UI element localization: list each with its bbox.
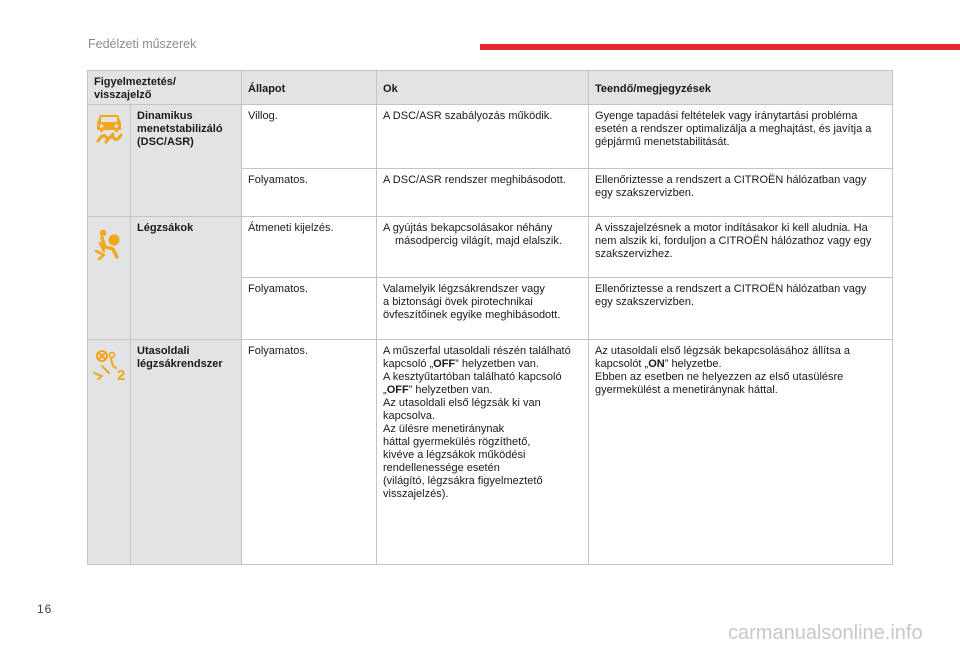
cause-line: a biztonsági övek pirotechnikai [383,296,533,308]
table-header-row [88,71,893,105]
passenger-airbag-off-icon [92,348,126,382]
cause-line: (világító, légzsákra figyelmeztető [383,475,543,487]
cause-line: háttal gyermekülés rögzíthető, [383,436,531,448]
table-row [88,105,893,169]
icon-number: 2 [117,367,126,382]
action-paragraph: Az utasoldali első légzsák bekapcsolásához állítsa a kapcsolót „ON” helyzetbe. [595,345,850,370]
cause-line: övfeszítőinek egyike meghibásodott. [383,309,561,321]
table-row [88,340,893,565]
cause-cell: A DSC/ASR szabályozás működik. [377,105,589,169]
action-cell: Gyenge tapadási feltételek vagy iránytartási probléma esetén a rendszer optimalizálja a meghajtást, és javítja a gépjármű menetstabilitását. [589,105,893,169]
cause-line: Valamelyik légzsákrendszer vagy [383,283,545,295]
header-accent-bar [480,44,960,50]
action-cell [589,340,893,565]
header-action: Teendő/megjegyzések [589,71,893,105]
airbag-icon [92,227,126,261]
table-row [88,217,893,278]
action-cell: Ellenőriztesse a rendszert a CITROËN hálózatban vagy egy szakszervizben. [589,278,893,340]
warning-lights-table [87,70,893,565]
cause-paragraph: A kesztyűtartóban található kapcsoló „OFF” helyzetben van. [383,371,562,396]
action-paragraph: Ebben az esetben ne helyezzen az első utasülésre gyermekülést a menetiránynak háttal. [595,371,844,396]
state-cell: Átmeneti kijelzés. [242,217,377,278]
indicator-icon-cell [88,105,131,217]
page-number: 16 [37,602,53,616]
header-cause: Ok [377,71,589,105]
indicator-name: Légzsákok [131,217,242,340]
state-cell: Folyamatos. [242,278,377,340]
action-cell: Ellenőriztesse a rendszert a CITROËN hálózatban vagy egy szakszervizben. [589,169,893,217]
cause-text: A DSC/ASR rendszer meghibásodott. [383,174,566,186]
state-cell: Folyamatos. [242,169,377,217]
cause-line: kivéve a légzsákok működési [383,449,526,461]
cause-paragraph: Az utasoldali első légzsák ki van kapcsolva. [383,397,541,422]
indicator-name: Dinamikus menetstabilizáló (DSC/ASR) [131,105,242,217]
watermark-text: carmanualsonline.info [728,622,923,644]
cause-line: visszajelzés). [383,488,449,500]
state-cell: Folyamatos. [242,340,377,565]
indicator-icon-cell [88,217,131,340]
cause-cell [377,169,589,217]
cause-cell [377,340,589,565]
action-cell: A visszajelzésnek a motor indításakor ki kell aludnia. Ha nem alszik ki, forduljon a CITROËN hálózathoz vagy egy szakszervizhez. [589,217,893,278]
cause-cell [377,278,589,340]
header-state: Állapot [242,71,377,105]
skidding-car-icon [92,111,126,145]
state-cell: Villog. [242,105,377,169]
indicator-icon-cell [88,340,131,565]
indicator-name: Utasoldali légzsákrendszer [131,340,242,565]
section-title: Fedélzeti műszerek [88,37,197,51]
cause-cell [377,217,589,278]
cause-text: A gyújtás bekapcsolásakor néhány másodpercig világít, majd elalszik. [383,222,562,247]
cause-line: rendellenessége esetén [383,462,500,474]
header-indicator: Figyelmeztetés/ visszajelző [88,71,242,105]
cause-paragraph: A műszerfal utasoldali részén található kapcsoló „OFF” helyzetben van. [383,345,571,370]
cause-line: Az ülésre menetiránynak [383,423,505,435]
